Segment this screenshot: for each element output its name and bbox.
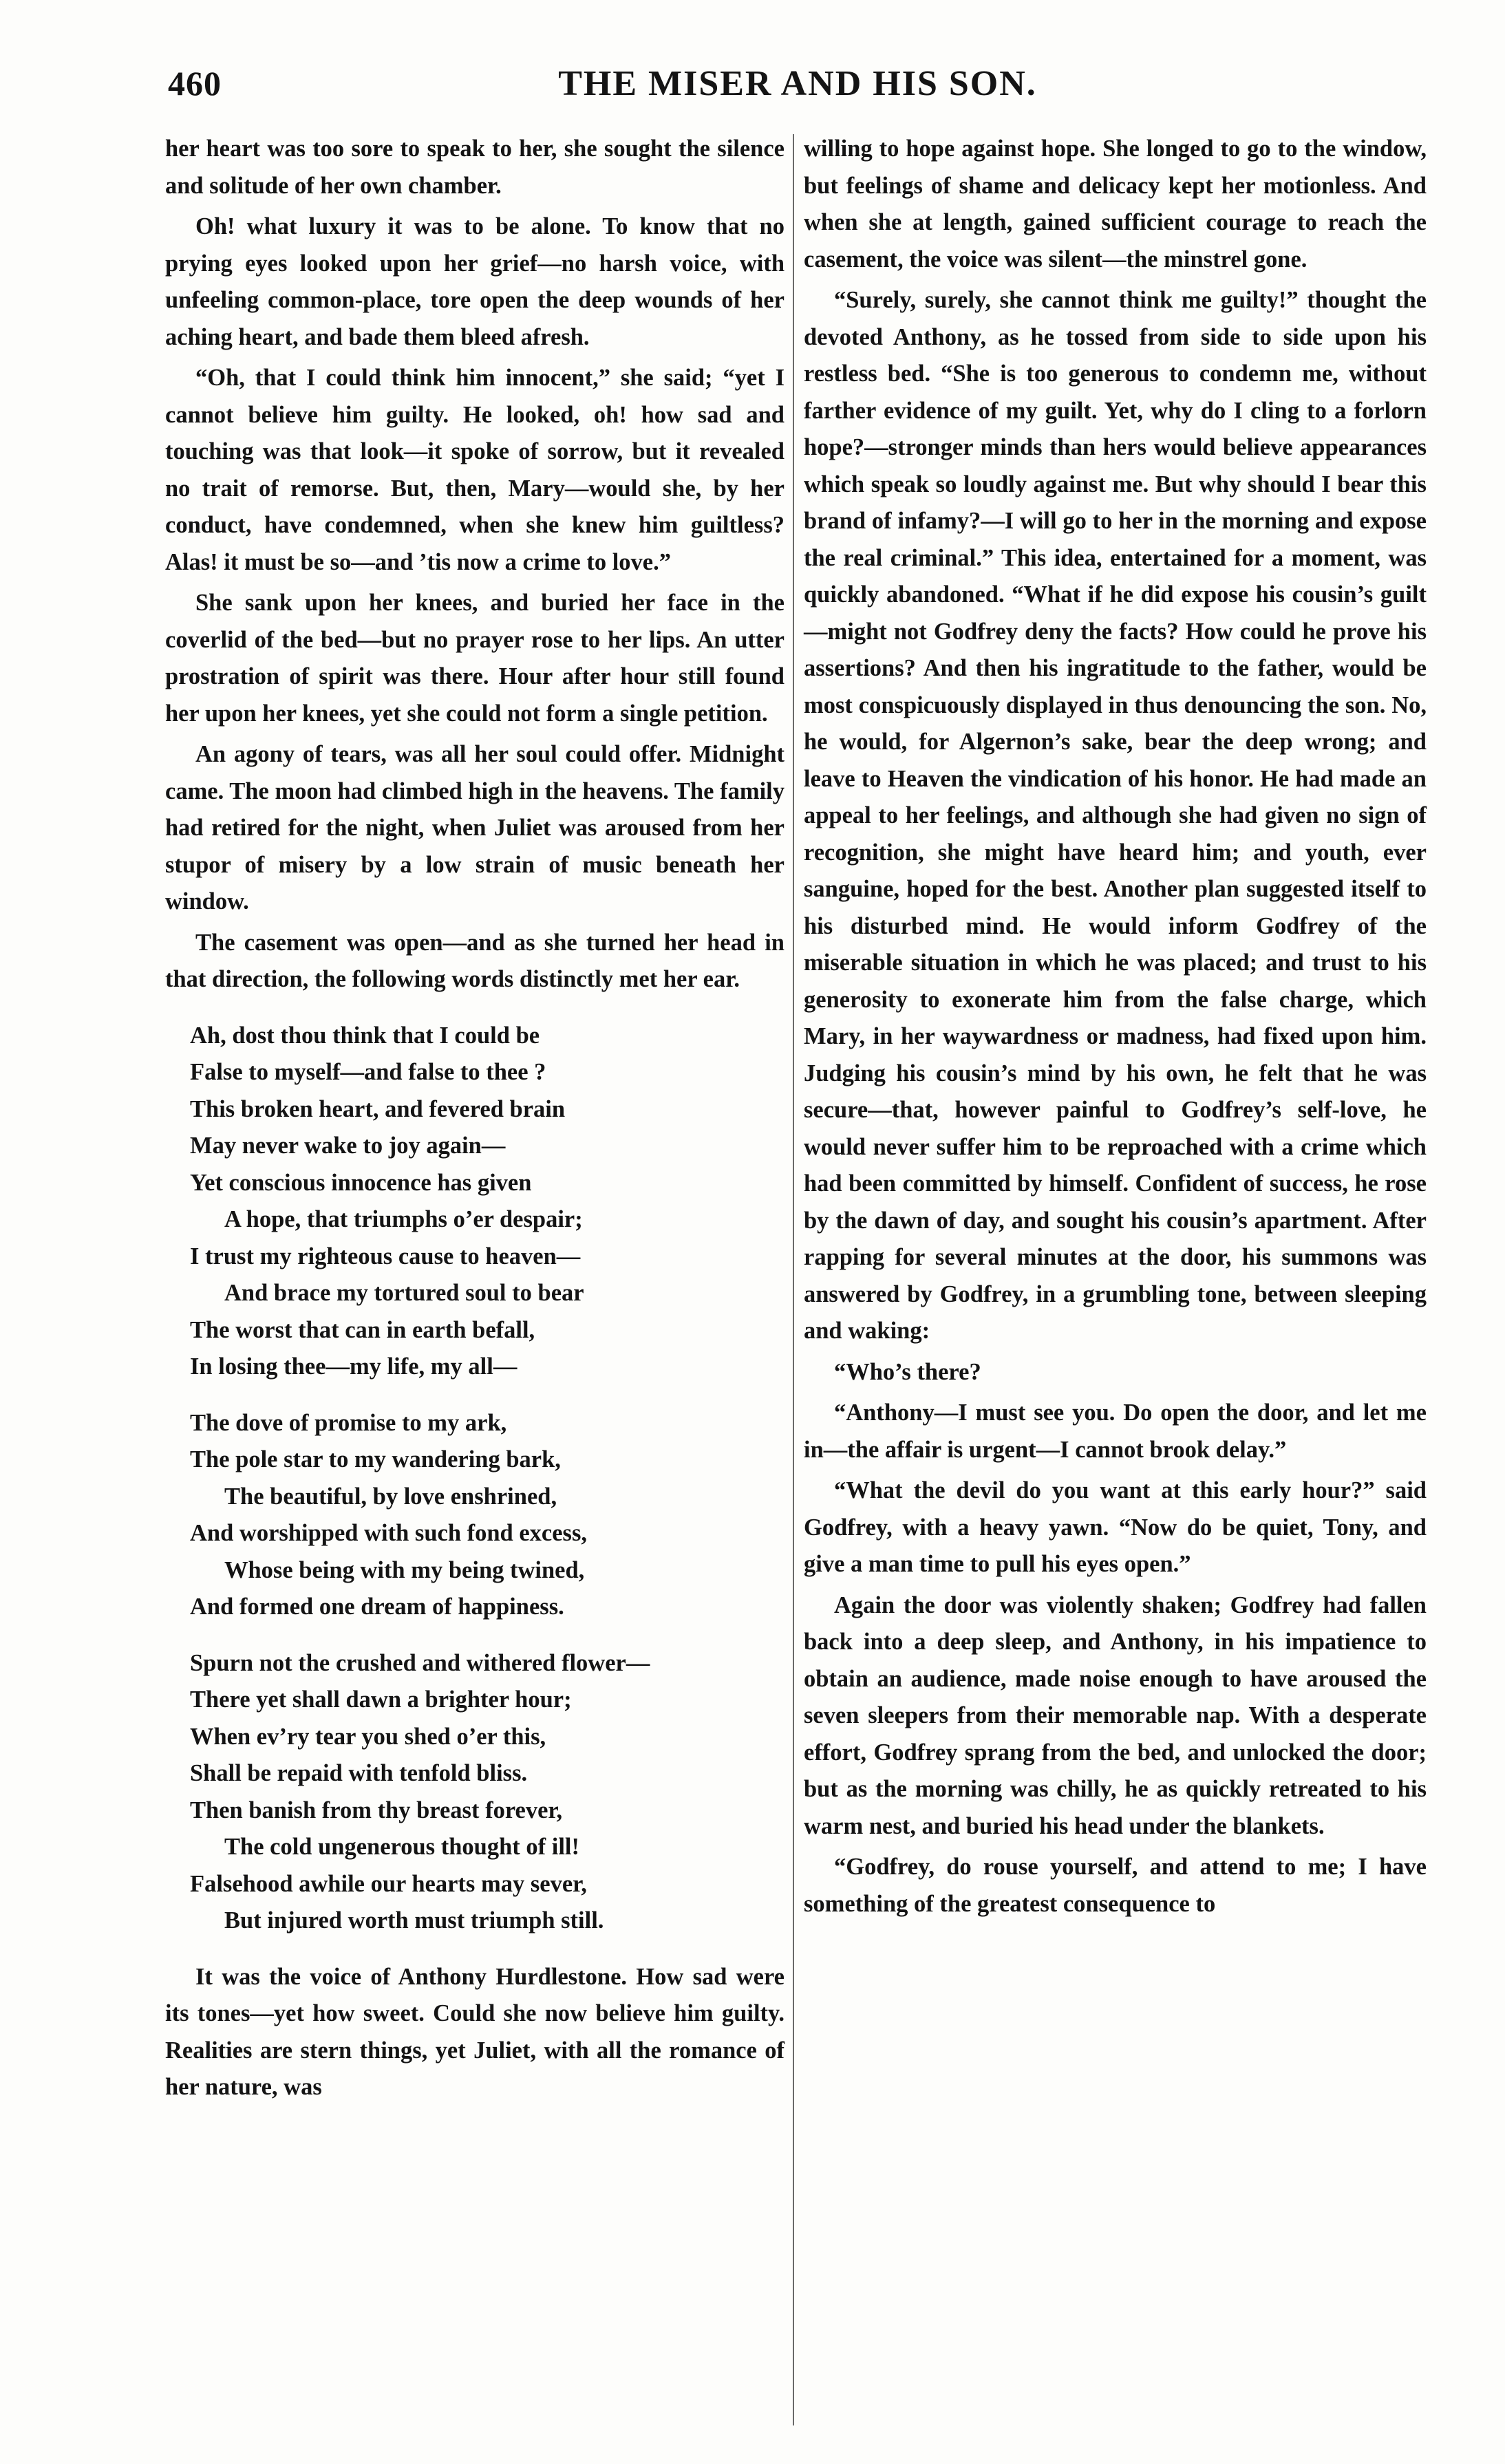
- poem-line: Shall be repaid with tenfold bliss.: [190, 1760, 528, 1786]
- poem-line: May never wake to joy again—: [190, 1133, 506, 1159]
- running-title: THE MISER AND HIS SON.: [558, 64, 1037, 103]
- poem-line: The cold ungenerous thought of ill!: [224, 1834, 579, 1860]
- paragraph: “Godfrey, do rouse yourself, and attend to me; I have something of the greatest consequence to: [804, 1854, 1427, 1917]
- poem-line: The worst that can in earth befall,: [190, 1316, 535, 1343]
- poem-line: Then banish from thy breast forever,: [190, 1797, 563, 1823]
- paragraph: “Anthony—I must see you. Do open the door, and let me in—the affair is urgent—I cannot brook delay.”: [804, 1400, 1427, 1463]
- paragraph: “Who’s there?: [834, 1358, 981, 1385]
- paragraph: It was the voice of Anthony Hurdlestone. How sad were its tones—yet how sweet. Could she now believe him guilty. Realities are stern things, yet Juliet, with all the romance of her nature, was: [165, 1963, 784, 2100]
- paragraph: “Surely, surely, she cannot think me guilty!” thought the devoted Anthony, as he tossed from side to side upon his restless bed. “She is too generous to condemn me, without farther evidence of my guilt. Yet, why do I cling to a forlorn hope?—stronger minds than hers would believe appearances which speak so loudly against me. But why should I bear this brand of infamy?—I will go to her in the morning and expose the real criminal.” This idea, entertained for a moment, was quickly abandoned. “What if he did expose his cousin’s guilt—might not Godfrey deny the facts? How could he prove his assertions? And then his ingratitude to the father, would be most conspicuously displayed in thus denouncing the son. No, he would, for Algernon’s sake, bear the deep wrong; and leave to Heaven the vindication of his honor. He had made an appeal to her feelings, and although she had given no sign of recognition, she might have heard him; and youth, ever sanguine, hoped for the best. Another plan suggested itself to his disturbed mind. He would inform Godfrey of the miserable situation in which he was placed; and trust to his generosity to exonerate him from the false charge, which Mary, in her waywardness or madness, had fixed upon him. Judging his cousin’s mind by his own, he felt that he was secure—that, however painful to Godfrey’s self-love, he would never suffer him to be reproached with a crime which had been committed by himself. Confident of success, he rose by the dawn of day, and sought his cousin’s apartment. After rapping for several minutes at the door, his summons was answered by Godfrey, in a grumbling tone, between sleeping and waking:: [804, 287, 1427, 1344]
- poem-line: I trust my righteous cause to heaven—: [190, 1243, 581, 1270]
- poem-line: Falsehood awhile our hearts may sever,: [190, 1870, 587, 1897]
- page-header: [168, 63, 1427, 118]
- poem-line: And formed one dream of happiness.: [190, 1594, 564, 1620]
- poem-stanza-3: [190, 1645, 784, 1940]
- poem-line: The dove of promise to my ark,: [190, 1409, 507, 1436]
- poem-line: The beautiful, by love enshrined,: [224, 1483, 557, 1510]
- poem-line: This broken heart, and fevered brain: [190, 1095, 566, 1122]
- poem-line: Yet conscious innocence has given: [190, 1169, 532, 1196]
- paragraph: Again the door was violently shaken; Godfrey had fallen back into a deep sleep, and Anthony, in his impatience to obtain an audience, made noise enough to have aroused the seven sleepers from their memorable nap. With a desperate effort, Godfrey sprang from the bed, and unlocked the door; but as the morning was chilly, he as quickly retreated to his warm nest, and buried his head under the blankets.: [804, 1592, 1427, 1839]
- poem-line: A hope, that triumphs o’er despair;: [224, 1206, 583, 1232]
- poem-line: False to myself—and false to thee ?: [190, 1059, 546, 1085]
- paragraph: The casement was open—and as she turned her head in that direction, the following words distinctly met her ear.: [165, 929, 784, 992]
- page-number: 460: [168, 64, 222, 103]
- poem-stanza-2: [190, 1405, 784, 1626]
- paragraph: her heart was too sore to speak to her, she sought the silence and solitude of her own chamber.: [165, 136, 784, 199]
- paragraph: willing to hope against hope. She longed to go to the window, but feelings of shame and delicacy kept her motionless. And when she at length, gained sufficient courage to reach the casement, the voice was silent—the minstrel gone.: [804, 136, 1427, 272]
- poem-line: But injured worth must triumph still.: [224, 1907, 604, 1933]
- poem-line: In losing thee—my life, my all—: [190, 1353, 517, 1380]
- poem-line: There yet shall dawn a brighter hour;: [190, 1686, 572, 1713]
- paragraph: An agony of tears, was all her soul could offer. Midnight came. The moon had climbed high in the heavens. The family had retired for the night, when Juliet was aroused from her stupor of misery by a low strain of music beneath her window.: [165, 741, 784, 914]
- column-divider: [793, 134, 794, 2425]
- poem-line: And brace my tortured soul to bear: [224, 1280, 584, 1306]
- paragraph: “Oh, that I could think him innocent,” she said; “yet I cannot believe him guilty. He looked, oh! how sad and touching was that look—it spoke of sorrow, but it revealed no trait of remorse. But, then, Mary—would she, by her conduct, have condemned, when she knew him guiltless? Alas! it must be so—and ’tis now a crime to love.”: [165, 365, 784, 575]
- right-column: [804, 131, 1427, 1927]
- paragraph: She sank upon her knees, and buried her face in the coverlid of the bed—but no prayer rose to her lips. An utter prostration of spirit was there. Hour after hour still found her upon her knees, yet she could not form a single petition.: [165, 590, 784, 727]
- paragraph: “What the devil do you want at this early hour?” said Godfrey, with a heavy yawn. “Now do be quiet, Tony, and give a man time to pull his eyes open.”: [804, 1477, 1427, 1577]
- poem-stanza-1: [190, 1018, 784, 1386]
- paragraph: Oh! what luxury it was to be alone. To know that no prying eyes looked upon her grief—no harsh voice, with unfeeling common-place, tore open the deep wounds of her aching heart, and bade them bleed afresh.: [165, 213, 784, 350]
- poem-line: Spurn not the crushed and withered flower—: [190, 1649, 650, 1676]
- left-column: [165, 131, 784, 2110]
- poem-line: And worshipped with such fond excess,: [190, 1520, 588, 1546]
- poem-line: When ev’ry tear you shed o’er this,: [190, 1723, 546, 1750]
- poem-line: Whose being with my being twined,: [224, 1556, 585, 1583]
- poem-line: Ah, dost thou think that I could be: [190, 1022, 540, 1049]
- poem-line: The pole star to my wandering bark,: [190, 1446, 561, 1472]
